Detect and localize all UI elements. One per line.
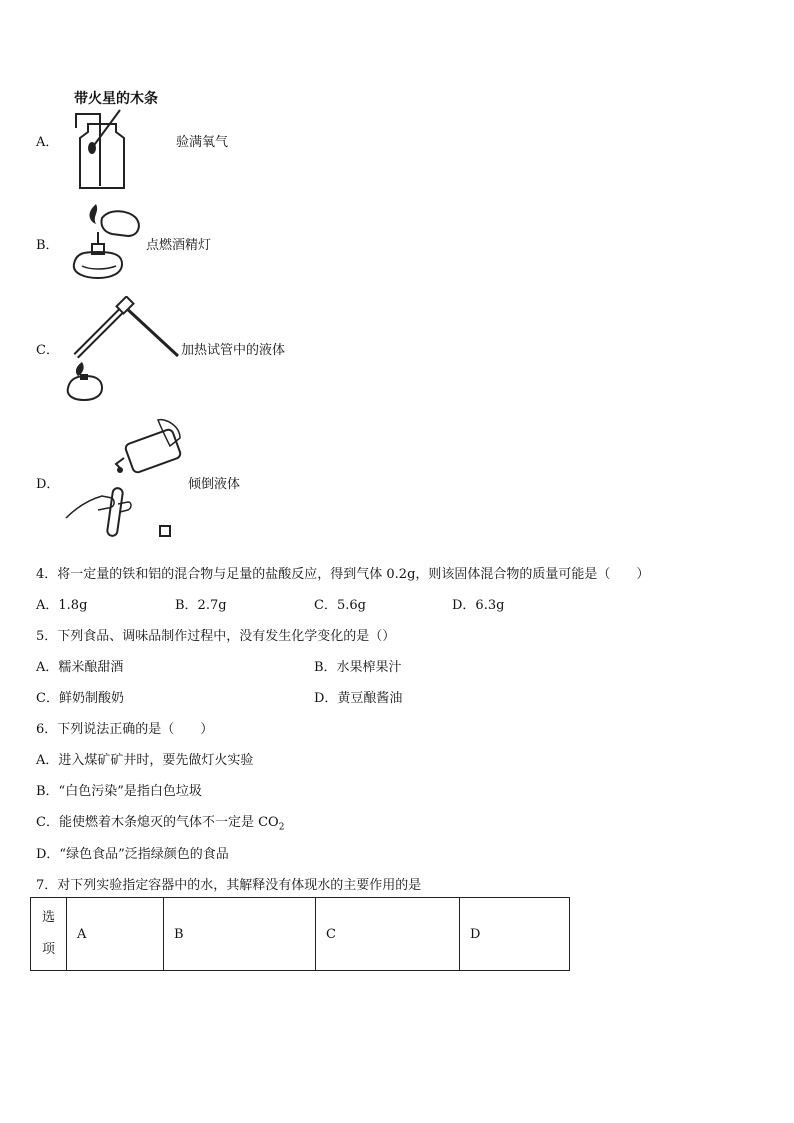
lighting-lamp-illustration — [66, 200, 150, 282]
q6-option-a: A．进入煤矿矿井时，要先做灯火实验 — [36, 753, 254, 768]
table-cell-d: D — [460, 898, 570, 971]
table-header-line-1: 选 — [41, 910, 55, 925]
q4-option-d: D．6.3g — [452, 598, 505, 613]
q5-option-c: C．鲜奶制酸奶 — [36, 691, 124, 706]
q5-stem: 5．下列食品、调味品制作过程中，没有发生化学变化的是（） — [36, 629, 396, 644]
heating-liquid-illustration — [64, 296, 182, 402]
q4-option-b: B．2.7g — [175, 598, 227, 613]
option-d-letter: D． — [36, 477, 60, 492]
table-cell-c: C — [316, 898, 460, 971]
option-c-caption: 加热试管中的液体 — [181, 343, 286, 358]
q6-option-c — [36, 811, 284, 833]
q4-option-c: C．5.6g — [314, 598, 366, 613]
table-header-cell — [31, 898, 67, 971]
q5-option-d: D．黄豆酿酱油 — [314, 691, 403, 706]
q6-stem: 6．下列说法正确的是（ ） — [36, 722, 214, 737]
q7-options-table — [30, 897, 570, 971]
q4-option-a: A．1.8g — [36, 598, 88, 613]
q5-option-b: B．水果榨果汁 — [314, 660, 402, 675]
co2-subscript: 2 — [278, 822, 285, 833]
option-b-caption: 点燃酒精灯 — [146, 238, 212, 253]
splint-label: 带火星的木条 — [74, 91, 158, 107]
table-cell-b: B — [164, 898, 316, 971]
option-a-caption: 验满氧气 — [176, 135, 229, 150]
q4-stem: 4．将一定量的铁和铝的混合物与足量的盐酸反应，得到气体 0.2g，则该固体混合物的质量可能是（ ） — [36, 567, 650, 582]
table-cell-a: A — [67, 898, 164, 971]
option-c-letter: C． — [36, 343, 59, 358]
table-row — [31, 898, 570, 971]
option-a-letter: A． — [36, 135, 59, 150]
table-header-line-2: 项 — [41, 942, 55, 957]
pouring-liquid-illustration — [62, 416, 186, 540]
q6-option-c-text: C．能使燃着木条熄灭的气体不一定是 CO — [36, 815, 279, 830]
q7-stem: 7．对下列实验指定容器中的水，其解释没有体现水的主要作用的是 — [36, 878, 422, 893]
oxygen-test-illustration — [72, 108, 132, 192]
option-d-caption: 倾倒液体 — [188, 477, 241, 492]
q5-option-a: A．糯米酿甜酒 — [36, 660, 124, 675]
q6-option-d: D．“绿色食品”泛指绿颜色的食品 — [36, 847, 229, 862]
option-b-letter: B． — [36, 238, 59, 253]
q6-option-b: B．“白色污染”是指白色垃圾 — [36, 784, 202, 799]
